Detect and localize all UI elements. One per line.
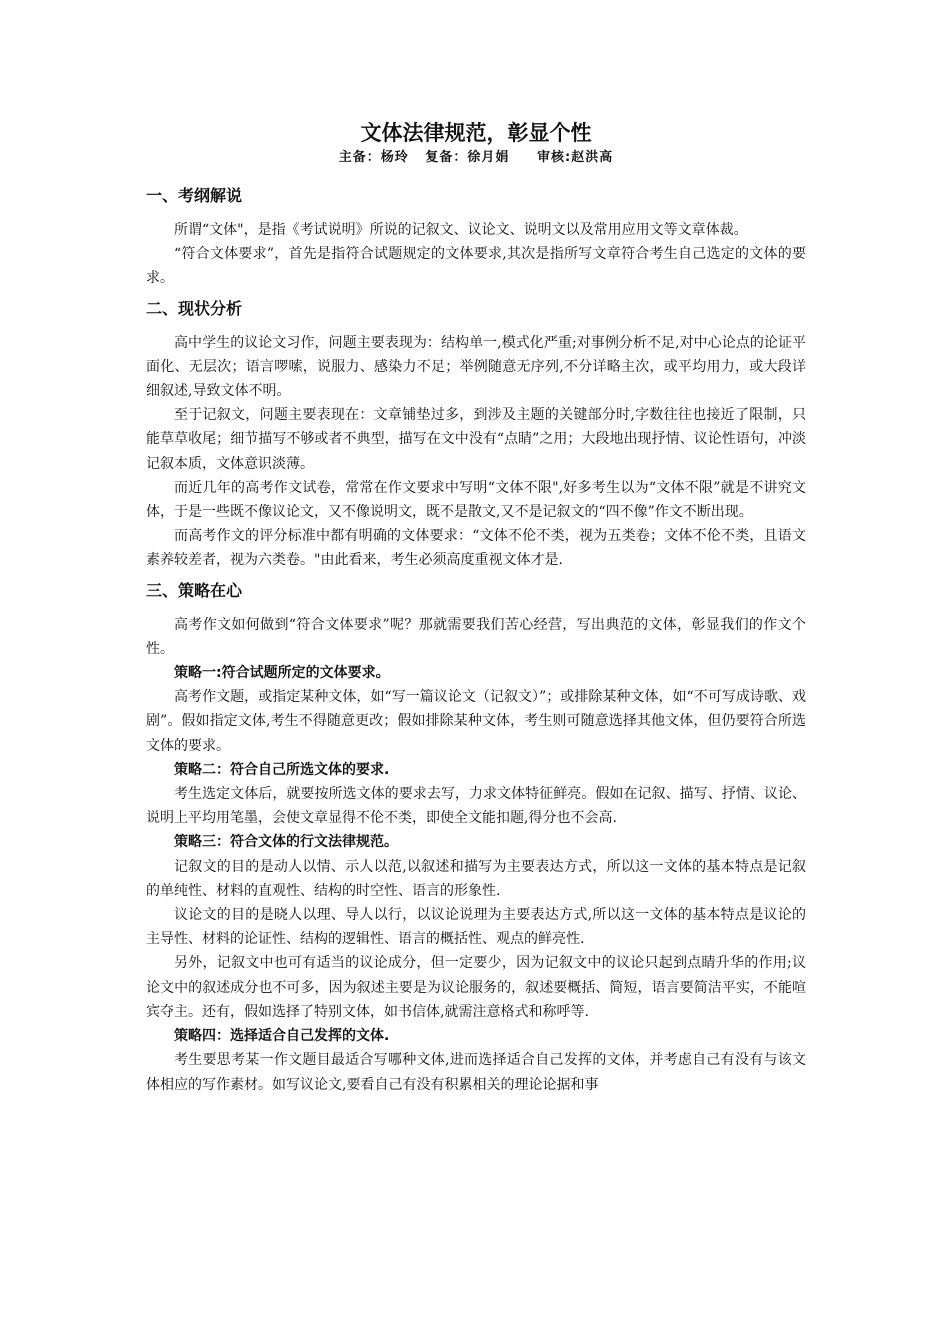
section-status-analysis: [146, 297, 806, 573]
paragraph: 至于记叙文，问题主要表现在：文章铺垫过多，到涉及主题的关键部分时,字数往往也接近了限制，只能草草收尾；细节描写不够或者不典型，描写在文中没有“点睛”之用；大段地出现抒情、议论性语句，冲淡记叙本质，文体意识淡薄。: [146, 407, 806, 472]
paragraph: 高中学生的议论文习作，问题主要表现为：结构单一,模式化严重;对事例分析不足,对中心论点的论证平面化、无层次；语言啰嗦，说服力、感染力不足；举例随意无序列,不分详略主次，或平均用力，或大段详细叙述,导致文体不明。: [146, 334, 806, 400]
paragraph: 考生要思考某一作文题目最适合写哪种文体,进而选择适合自己发挥的文体，并考虑自己有没有与该文体相应的写作素材。如写议论文,要看自己有没有积累相关的理论论据和事: [146, 1052, 806, 1093]
section-exam-outline: [146, 184, 806, 291]
paragraph: 而高考作文的评分标准中都有明确的文体要求：“文体不伦不类，视为五类卷；文体不伦不类，且语文素养较差者，视为六类卷。"由此看来，考生必须高度重视文体才是.: [146, 528, 806, 569]
section-heading: 一、考纲解说: [146, 186, 243, 205]
section-heading: 二、现状分析: [146, 298, 243, 318]
paragraph: 高考作文题，或指定某种文体，如“写一篇议论文（记叙文）”；或排除某种文体，如“不可写成诗歌、戏剧”。假如指定文体,考生不得随意更改；假如排除某种文体，考生则可随意选择其他文体，但仍要符合所选文体的要求。: [146, 689, 806, 754]
paragraph: 所谓“文体"，是指《考试说明》所说的记叙文、议论文、说明文以及常用应用文等文章体裁。: [174, 222, 748, 238]
document-title: 文体法律规范，彰显个性: [360, 121, 592, 145]
strategy-title: 策略三：符合文体的行文法律规范。: [174, 834, 398, 851]
paragraph: 另外，记叙文中也可有适当的议论成分，但一定要少，因为记叙文中的议论只起到点睛升华的作用;议论文中的叙述成分也不可多，因为叙述主要是为议论服务的，叙述要概括、简短，语言要简洁平实，不能喧宾夺主。还有，假如选择了特别文体，如书信体,就需注意格式和称呼等.: [146, 955, 806, 1020]
section-strategies: [146, 579, 806, 1097]
paragraph: 记叙文的目的是动人以情、示人以范,以叙述和描写为主要表达方式，所以这一文体的基本特点是记叙的单纯性、材料的直观性、结构的时空性、语言的形象性.: [146, 858, 806, 899]
paragraph: 高考作文如何做到“符合文体要求”呢？那就需要我们苦心经营，写出典范的文体，彰显我们的作文个性。: [146, 616, 806, 657]
paragraph: 考生选定文体后，就要按所选文体的要求去写，力求文体特征鲜亮。假如在记叙、描写、抒情、议论、说明上平均用笔墨，会使文章显得不伦不类，即使全文能扣题,得分也不会高.: [146, 786, 806, 827]
document-body: [146, 118, 806, 1103]
strategy-title: 策略一:符合试题所定的文体要求。: [174, 665, 390, 682]
strategy-title: 策略四：选择适合自己发挥的文体.: [174, 1028, 390, 1045]
paragraph: 而近几年的高考作文试卷，常常在作文要求中写明“文体不限",好多考生以为“文体不限”就是不讲究文体，于是一些既不像议论文，又不像说明文，既不是散文,又不是记叙文的“四不像”作文不断出现。: [146, 479, 806, 521]
paragraph: “符合文体要求”，首先是指符合试题规定的文体要求,其次是指所写文章符合考生自己选定的文体的要求。: [146, 246, 806, 287]
section-heading: 三、策略在心: [146, 580, 243, 600]
strategy-title: 策略二：符合自己所选文体的要求.: [174, 761, 390, 778]
document-credits: 主备：杨玲 复备：徐月娟 审核:赵洪高: [338, 150, 614, 165]
paragraph: 议论文的目的是晓人以理、导人以行，以议论说理为主要表达方式,所以这一文体的基本特点是议论的主导性、材料的论证性、结构的逻辑性、语言的概括性、观点的鲜亮性.: [146, 907, 806, 948]
